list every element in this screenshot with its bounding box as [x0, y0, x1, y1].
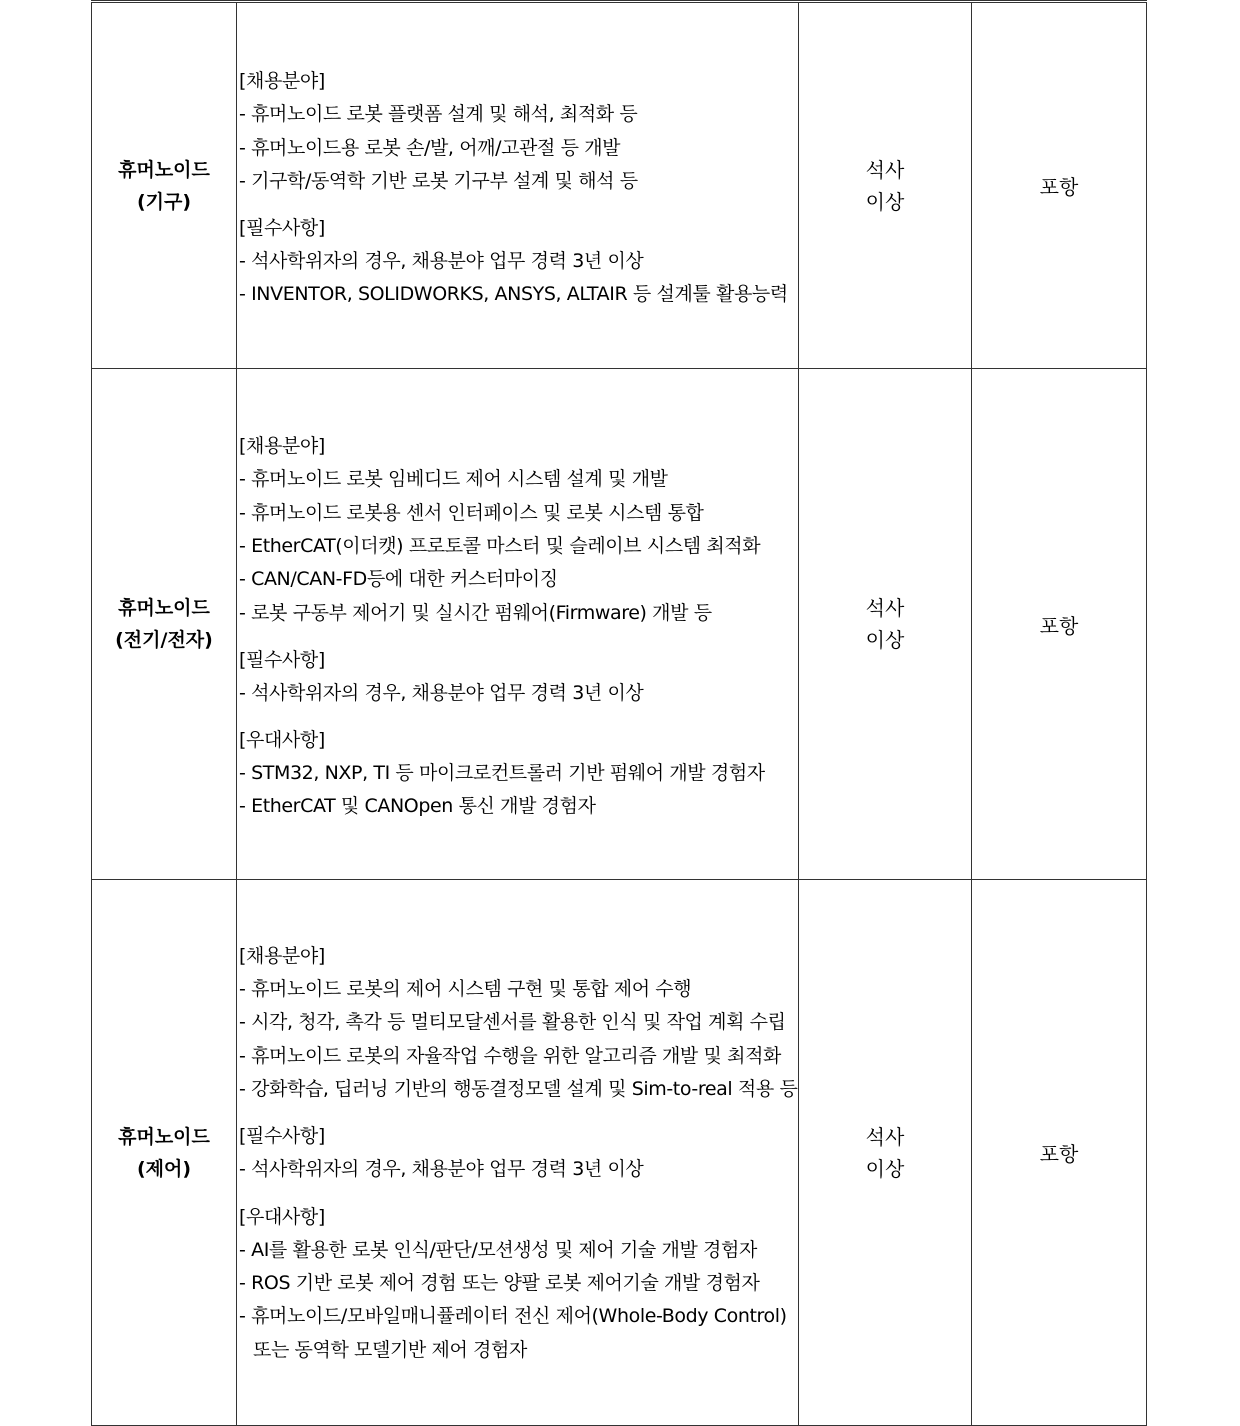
list-item: - 휴머노이드 로봇 임베디드 제어 시스템 설계 및 개발: [239, 468, 668, 491]
list-item: - 석사학위자의 경우, 채용분야 업무 경력 3년 이상: [239, 1158, 644, 1181]
location-cell: [972, 880, 1147, 1426]
location: 포항: [1039, 1142, 1079, 1166]
list-item: - 석사학위자의 경우, 채용분야 업무 경력 3년 이상: [239, 250, 644, 273]
job-posting-table: [91, 0, 1147, 1426]
section-header: [채용분야]: [239, 945, 325, 968]
location: 포항: [1039, 175, 1079, 199]
list-item: - 시각, 청각, 촉각 등 멀티모달센서를 활용한 인식 및 작업 계획 수립: [239, 1011, 786, 1034]
section-fields: [239, 940, 798, 1106]
list-item: - CAN/CAN-FD등에 대한 커스터마이징: [239, 568, 558, 591]
list-item: - 휴머노이드 로봇의 제어 시스템 구현 및 통합 제어 수행: [239, 978, 692, 1001]
table-row: [92, 369, 1147, 880]
position-name-cell: [92, 2, 237, 369]
section-requirements: [239, 212, 798, 312]
list-item: - 휴머노이드 로봇의 자율작업 수행을 위한 알고리즘 개발 및 최적화: [239, 1044, 781, 1067]
education-cell: [799, 880, 972, 1426]
list-item: - EtherCAT(이더캣) 프로토콜 마스터 및 슬레이브 시스템 최적화: [239, 534, 761, 557]
section-header: [채용분야]: [239, 435, 325, 458]
list-item: - STM32, NXP, TI 등 마이크로컨트롤러 기반 펌웨어 개발 경험자: [239, 762, 765, 785]
position-name: 휴머노이드: [118, 158, 210, 181]
position-subfield: (제어): [136, 1157, 192, 1180]
position-name: 휴머노이드: [118, 1125, 210, 1148]
location: 포항: [1039, 613, 1079, 638]
description-cell: [237, 880, 799, 1426]
education-degree: 석사: [865, 157, 905, 182]
section-requirements: [239, 644, 798, 710]
position-subfield: (기구): [136, 190, 192, 213]
description-cell: [237, 2, 799, 369]
table-row: [92, 880, 1147, 1426]
location-cell: [972, 2, 1147, 369]
education-degree: 석사: [865, 1124, 905, 1149]
section-header: [채용분야]: [239, 70, 325, 93]
education-cell: [799, 369, 972, 880]
list-item: - 휴머노이드/모바일매니퓰레이터 전신 제어(Whole-Body Control) 또는 동역학 모델기반 제어 경험자: [239, 1305, 787, 1361]
list-item: - 강화학습, 딥러닝 기반의 행동결정모델 설계 및 Sim-to-real 적용 등: [239, 1078, 798, 1101]
list-item: - 휴머노이드용 로봇 손/발, 어깨/고관절 등 개발: [239, 136, 621, 159]
position-name-cell: [92, 880, 237, 1426]
list-item: - 석사학위자의 경우, 채용분야 업무 경력 3년 이상: [239, 681, 644, 704]
position-subfield: (전기/전자): [115, 629, 213, 651]
list-item: - 휴머노이드 로봇 플랫폼 설계 및 해석, 최적화 등: [239, 103, 638, 126]
section-preferred: [239, 1201, 798, 1367]
section-header: [우대사항]: [239, 729, 325, 752]
list-item: - AI를 활용한 로봇 인식/판단/모션생성 및 제어 기술 개발 경험자: [239, 1238, 757, 1261]
list-item: - 로봇 구동부 제어기 및 실시간 펌웨어(Firmware) 개발 등: [239, 601, 712, 624]
section-preferred: [239, 724, 798, 824]
location-cell: [972, 369, 1147, 880]
list-item: - 기구학/동역학 기반 로봇 기구부 설계 및 해석 등: [239, 169, 638, 192]
position-name-cell: [92, 369, 237, 880]
education-qualifier: 이상: [865, 628, 905, 652]
table-row: [92, 2, 1147, 369]
list-item: - INVENTOR, SOLIDWORKS, ANSYS, ALTAIR 등 설계툴 활용능력: [239, 283, 788, 306]
section-header: [필수사항]: [239, 1125, 325, 1148]
section-header: [필수사항]: [239, 648, 325, 671]
education-degree: 석사: [865, 596, 905, 620]
list-item: - 휴머노이드 로봇용 센서 인터페이스 및 로봇 시스템 통합: [239, 501, 704, 524]
section-header: [우대사항]: [239, 1205, 325, 1228]
section-fields: [239, 65, 798, 198]
list-item: - ROS 기반 로봇 제어 경험 또는 양팔 로봇 제어기술 개발 경험자: [239, 1271, 760, 1294]
section-fields: [239, 430, 798, 629]
description-cell: [237, 369, 799, 880]
education-qualifier: 이상: [865, 1156, 905, 1181]
education-cell: [799, 2, 972, 369]
section-header: [필수사항]: [239, 217, 325, 240]
position-name: 휴머노이드: [118, 597, 210, 619]
list-item: - EtherCAT 및 CANOpen 통신 개발 경험자: [239, 795, 596, 818]
education-qualifier: 이상: [865, 189, 905, 214]
section-requirements: [239, 1120, 798, 1186]
